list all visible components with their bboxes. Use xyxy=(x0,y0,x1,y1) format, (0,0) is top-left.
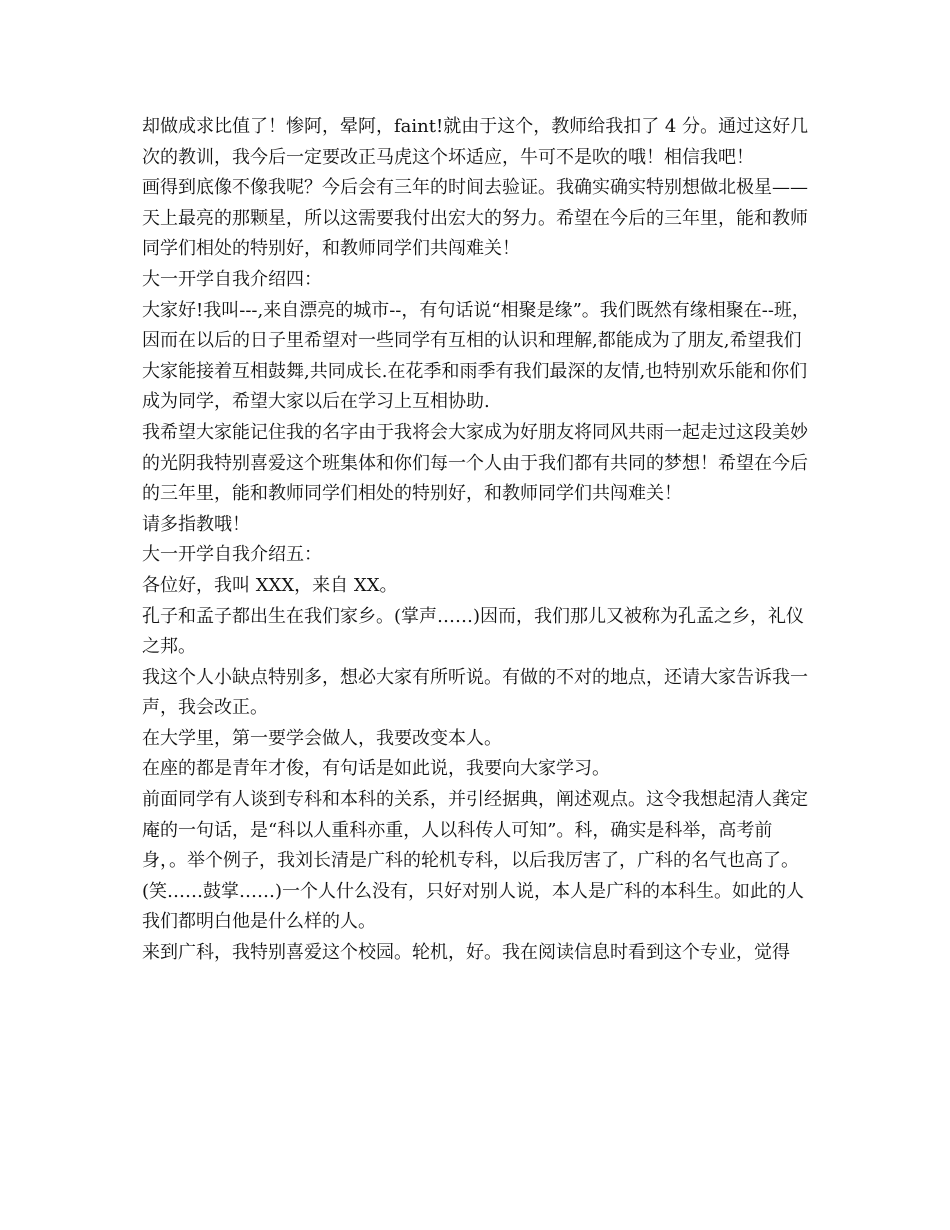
paragraph: 孔子和孟子都出生在我们家乡。(掌声……)因而，我们那儿又被称为孔孟之乡，礼仪之邦。 xyxy=(142,605,805,658)
paragraph: 却做成求比值了！惨阿，晕阿，faint!就由于这个，教师给我扣了 4 分。通过这好几次的教训，我今后一定要改正马虎这个坏适应，牛可不是吹的哦！相信我吧！ xyxy=(142,116,809,168)
paragraph: 来到广科，我特别喜爱这个校园。轮机，好。我在阅读信息时看到这个专业，觉得 xyxy=(142,942,790,964)
paragraph: 大家好!我叫---,来自漂亮的城市--，有句话说“相聚是缘”。我们既然有缘相聚在--班，因而在以后的日子里希望对一些同学有互相的认识和理解,都能成为了朋友,希望我们大家能接着互相鼓舞,共同成长.在花季和雨季有我们最深的友情,也特别欢乐能和你们成为同学，希望大家以后在学习上互相协助. xyxy=(142,299,810,413)
section-heading: 大一开学自我介绍四： xyxy=(142,268,322,290)
paragraph: 各位好，我叫 XXX，来自 XX。 xyxy=(142,574,398,596)
document-body xyxy=(142,112,812,969)
paragraph: 我这个人小缺点特别多，想必大家有所听说。有做的不对的地点，还请大家告诉我一声，我会改正。 xyxy=(142,666,808,719)
paragraph: 在大学里，第一要学会做人，我要改变本人。 xyxy=(142,727,502,749)
paragraph: 在座的都是青年才俊，有句话是如此说，我要向大家学习。 xyxy=(142,758,610,780)
section-heading: 大一开学自我介绍五： xyxy=(142,544,322,566)
paragraph: 前面同学有人谈到专科和本科的关系，并引经据典，阐述观点。这令我想起清人龚定庵的一句话，是“科以人重科亦重，人以科传人可知”。科，确实是科举，高考前身，。举个例子，我刘长清是广科的轮机专科，以后我厉害了，广科的名气也高了。(笑……鼓掌……)一个人什么没有，只好对别人说，本人是广科的本科生。如此的人我们都明白他是什么样的人。 xyxy=(142,789,808,933)
paragraph: 请多指教哦！ xyxy=(142,513,250,535)
paragraph: 我希望大家能记住我的名字由于我将会大家成为好朋友将同风共雨一起走过这段美妙的光阴我特别喜爱这个班集体和你们每一个人由于我们都有共同的梦想！希望在今后的三年里，能和教师同学们相处的特别好，和教师同学们共闯难关！ xyxy=(142,421,808,505)
paragraph: 画得到底像不像我呢？今后会有三年的时间去验证。我确实确实特别想做北极星——天上最亮的那颗星，所以这需要我付出宏大的努力。希望在今后的三年里，能和教师同学们相处的特别好，和教师同学们共闯难关！ xyxy=(142,177,808,260)
